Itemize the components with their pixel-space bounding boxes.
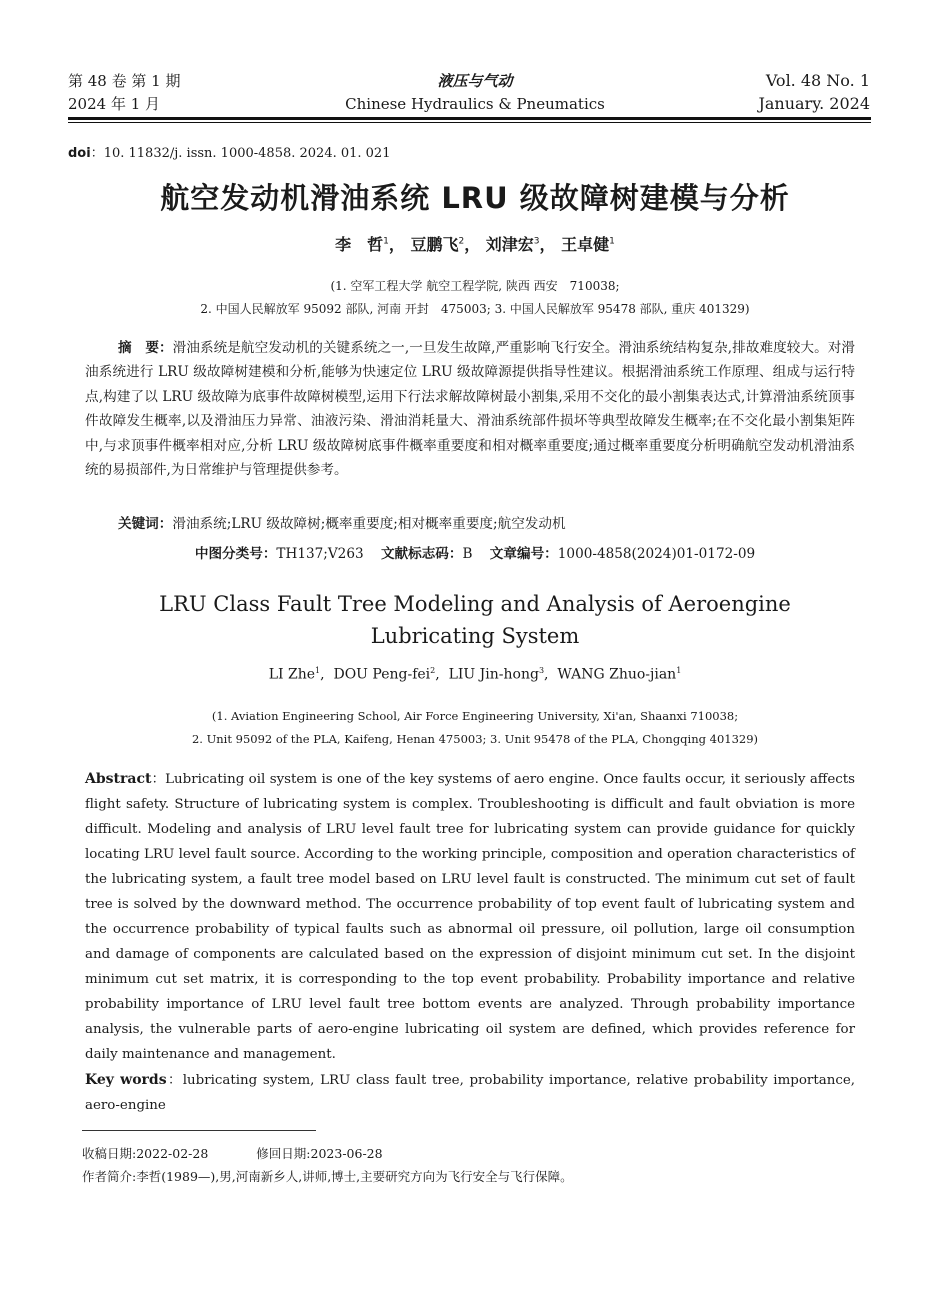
doi-label: doi (68, 146, 91, 161)
author-en: WANG Zhuo-jian (557, 666, 677, 683)
author-en: LI Zhe (268, 666, 316, 683)
revised-date: 修回日期:2023-06-28 (256, 1146, 383, 1161)
abstract-en-label: Abstract (85, 771, 152, 787)
authors-en: LI Zhe$^1$, DOU Peng-fei$^2$, LIU Jin-hong$^3$, WANG Zhuo-jian$^1$ (268, 666, 682, 683)
author-sup: 3 (538, 666, 545, 675)
author-cn: 李 哲 (335, 235, 384, 254)
abstract-en (85, 767, 855, 1067)
author-en: DOU Peng-fei (333, 666, 431, 683)
author-sup: 1 (383, 236, 389, 247)
clc-value: TH137;V263 (276, 546, 364, 562)
article-no-label: 文章编号： (489, 546, 558, 562)
clc-label: 中图分类号： (194, 546, 277, 562)
journal-name-en: Chinese Hydraulics & Pneumatics (345, 95, 605, 113)
title-cn: 航空发动机滑油系统 LRU 级故障树建模与分析 (160, 181, 790, 215)
journal-date-cn: 2024 年 1 月 (68, 95, 161, 113)
doi-value: ：10. 11832/j. issn. 1000-4858. 2024. 01. 021 (90, 146, 391, 161)
abstract-cn-label: 摘 要： (118, 340, 173, 356)
keywords-en (85, 1068, 855, 1118)
affiliation-en-line1: (1. Aviation Engineering School, Air Force Engineering University, Xi'an, Shaanxi 710038; (211, 709, 739, 723)
keywords-cn-label: 关键词： (118, 516, 173, 532)
header-rule-thick (68, 117, 871, 120)
abstract-en-text: Lubricating oil system is one of the key systems of aero engine. Once faults occur, it seriously affects flight safety. Structure of lubricating system is complex. Troubleshooting is difficult and fault obviation is more difficult. Modeling and analysis of LRU level fault tree for lubricating system can provide guidance for quickly locating LRU level fault source. According to the working principle, composition and operation characteristics of the lubricating system, a fault tree model based on LRU level fault is constructed. The minimum cut set of fault tree is solved by the downward method. The occurrence probability of top event fault of lubricating system and the occurrence probability of typical faults such as abnormal oil pressure, oil pollution, large oil consumption and damage of components are calculated based on the expression of disjoint minimum cut set. In the disjoint minimum cut set matrix, it is corresponding to the top event probability. Probability importance and relative probability importance of LRU level fault tree bottom events are analyzed. Through probability importance analysis, the vulnerable parts of aero-engine lubricating oil system are defined, which provides reference for daily maintenance and management. (85, 772, 856, 1062)
author-sup: 3 (533, 236, 540, 247)
keywords-en-text: lubricating system, LRU class fault tree, probability importance, relative probability importance, aero-engine (85, 1073, 855, 1113)
author-cn: 王卓健 (561, 235, 610, 254)
affiliation-cn-line1: (1. 空军工程大学 航空工程学院, 陕西 西安 710038; (330, 279, 620, 293)
journal-volume-en: Vol. 48 No. 1 (765, 71, 870, 90)
title-en (0, 588, 950, 652)
author-sup: 2 (458, 236, 465, 247)
author-sup: 2 (430, 666, 436, 675)
author-sup: 1 (676, 666, 682, 675)
author-sup: 1 (609, 236, 615, 247)
doi-line (68, 142, 390, 161)
journal-name-cn: 液压与气动 (437, 72, 513, 90)
author-sup: 1 (315, 666, 321, 675)
keywords-cn (118, 512, 566, 532)
article-no-value: 1000-4858(2024)01-0172-09 (557, 546, 756, 562)
received-date: 收稿日期:2022-02-28 (82, 1146, 209, 1161)
abstract-cn (85, 336, 855, 482)
author-en: LIU Jin-hong (448, 666, 539, 683)
authors-cn: 李 哲$^1$， 豆鹏飞$^2$， 刘津宏$^3$， 王卓健$^1$ (335, 235, 615, 254)
journal-date-en: January. 2024 (758, 94, 870, 113)
affiliation-cn-line2: 2. 中国人民解放军 95092 部队, 河南 开封 475003; 3. 中国人民解放军 95478 部队, 重庆 401329) (200, 302, 750, 316)
classification-line (0, 542, 950, 562)
abstract-en-colon: ： (151, 772, 166, 787)
abstract-cn-text: 滑油系统是航空发动机的关键系统之一,一旦发生故障,严重影响飞行安全。滑油系统结构复杂,排故难度较大。对滑油系统进行 LRU 级故障树建模和分析,能够为快速定位 LRU 级故障源提供指导性建议。根据滑油系统工作原理、组成与运行特点,构建了以 LRU 级故障为底事件故障树模型,运用下行法求解故障树最小割集,采用不交化的最小割集表达式,计算滑油系统顶事件故障发生概率,以及滑油压力异常、油液污染、滑油消耗量大、滑油系统部件损坏等典型故障发生概率;在不交化最小割集矩阵中,与求顶事件概率相对应,分析 LRU 级故障树底事件概率重要度和相对概率重要度;通过概率重要度分析明确航空发动机滑油系统的易损部件,为日常维护与管理提供参考。 (85, 340, 855, 479)
footnote-dates (82, 1144, 383, 1162)
doc-code-value: B (462, 546, 473, 562)
keywords-cn-text: 滑油系统;LRU 级故障树;概率重要度;相对概率重要度;航空发动机 (172, 516, 566, 532)
keywords-en-label: Key words (85, 1072, 167, 1088)
header-rule-thin (68, 122, 871, 123)
title-en-line2: Lubricating System (370, 624, 580, 648)
footnote-rule (82, 1130, 316, 1131)
doc-code-label: 文献标志码： (380, 546, 463, 562)
author-cn: 刘津宏 (485, 235, 534, 254)
author-bio: 作者简介:李哲(1989—),男,河南新乡人,讲师,博士,主要研究方向为飞行安全与飞行保障。 (82, 1169, 573, 1184)
affiliation-en-line2: 2. Unit 95092 of the PLA, Kaifeng, Henan 475003; 3. Unit 95478 of the PLA, Chongqing 401329) (191, 732, 759, 746)
title-en-line1: LRU Class Fault Tree Modeling and Analysis of Aeroengine (159, 592, 791, 616)
author-cn: 豆鹏飞 (410, 235, 459, 254)
keywords-en-colon: ： (166, 1073, 183, 1088)
journal-volume-cn: 第 48 卷 第 1 期 (68, 72, 181, 90)
